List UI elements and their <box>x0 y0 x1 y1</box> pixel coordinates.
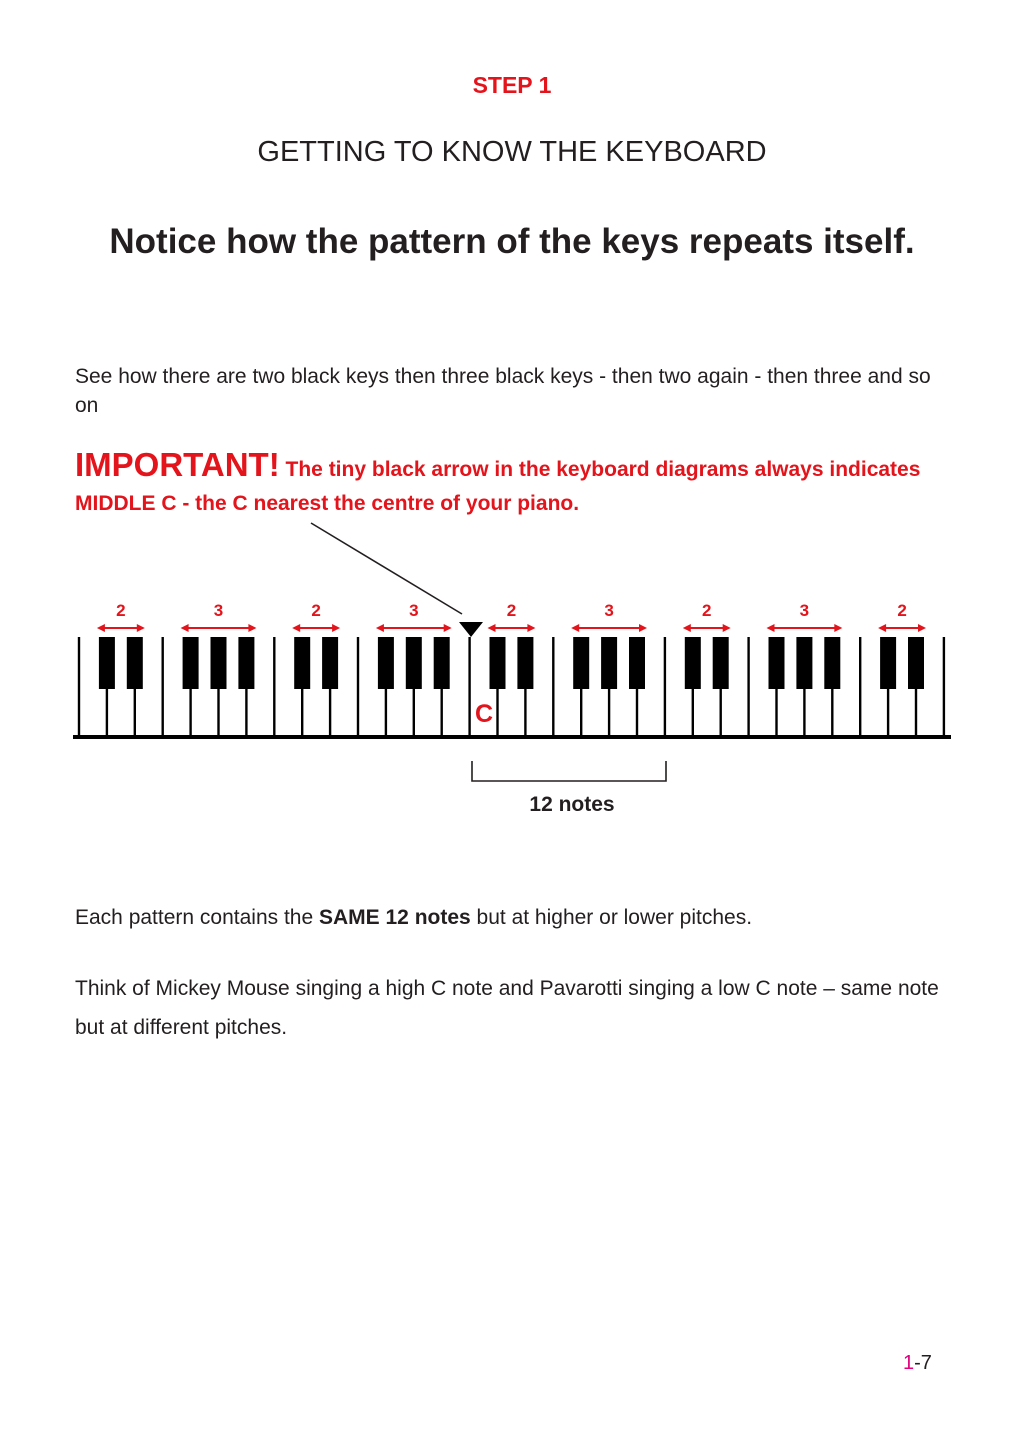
section-subtitle: GETTING TO KNOW THE KEYBOARD <box>257 136 767 168</box>
pattern-text-bold: SAME 12 notes <box>319 906 471 929</box>
step-label: STEP 1 <box>472 72 552 98</box>
black-key <box>908 637 924 689</box>
black-key <box>99 637 115 689</box>
black-key <box>573 637 589 689</box>
black-key <box>434 637 450 689</box>
arrow-right-icon <box>527 624 535 632</box>
octave-bracket <box>472 761 666 781</box>
black-key <box>238 637 254 689</box>
group-count-label: 3 <box>409 601 419 620</box>
black-key <box>685 637 701 689</box>
black-key <box>294 637 310 689</box>
group-count-label: 3 <box>604 601 614 620</box>
pointer-line <box>311 523 462 614</box>
octave-bracket-label: 12 notes <box>529 793 615 816</box>
pattern-text-end: but at higher or lower pitches. <box>470 906 753 929</box>
black-key <box>769 637 785 689</box>
arrow-left-icon <box>683 624 691 632</box>
pattern-text-start: Each pattern contains the <box>75 906 319 929</box>
black-key <box>796 637 812 689</box>
group-labels <box>116 601 907 620</box>
page-headline: Notice how the pattern of the keys repeats itself. <box>109 222 915 261</box>
arrow-right-icon <box>137 624 145 632</box>
arrow-right-icon <box>639 624 647 632</box>
group-count-label: 2 <box>506 601 517 620</box>
black-key <box>713 637 729 689</box>
arrow-right-icon <box>248 624 256 632</box>
middle-c-arrow-icon <box>459 622 483 637</box>
black-key <box>490 637 506 689</box>
black-key <box>824 637 840 689</box>
arrow-left-icon <box>97 624 105 632</box>
page-number-suffix: -7 <box>914 1352 932 1374</box>
group-count-label: 2 <box>311 601 321 620</box>
pattern-paragraph <box>75 903 955 932</box>
group-count-label: 2 <box>702 601 712 620</box>
arrow-left-icon <box>767 624 775 632</box>
black-key <box>517 637 533 689</box>
arrow-left-icon <box>571 624 579 632</box>
important-label: IMPORTANT! <box>75 446 280 483</box>
chapter-number: 1 <box>903 1352 915 1374</box>
group-count-label: 2 <box>897 601 907 620</box>
arrow-right-icon <box>723 624 731 632</box>
important-text: The tiny black arrow in the keyboard diagrams always indicates MIDDLE C - the C nearest the centre of your piano. <box>75 458 921 515</box>
black-key <box>378 637 394 689</box>
arrow-left-icon <box>292 624 300 632</box>
black-key <box>322 637 338 689</box>
arrow-left-icon <box>878 624 886 632</box>
black-key <box>211 637 227 689</box>
arrow-right-icon <box>918 624 926 632</box>
arrow-right-icon <box>332 624 340 632</box>
arrow-left-icon <box>488 624 496 632</box>
keyboard-keys <box>79 637 944 737</box>
black-key <box>406 637 422 689</box>
black-key <box>183 637 199 689</box>
middle-c-label: C <box>474 700 494 728</box>
arrow-left-icon <box>376 624 384 632</box>
page-number <box>903 1352 932 1375</box>
group-count-label: 3 <box>213 601 224 620</box>
arrow-right-icon <box>444 624 452 632</box>
arrow-right-icon <box>834 624 842 632</box>
group-arrows <box>97 624 926 632</box>
black-key <box>601 637 617 689</box>
black-key <box>127 637 143 689</box>
arrow-left-icon <box>181 624 189 632</box>
group-count-label: 3 <box>799 601 810 620</box>
black-key <box>880 637 896 689</box>
black-key <box>629 637 645 689</box>
intro-paragraph: See how there are two black keys then three black keys - then two again - then three and so on <box>75 365 931 417</box>
analogy-paragraph: Think of Mickey Mouse singing a high C note and Pavarotti singing a low C note – same note but at different pitches. <box>75 977 939 1039</box>
group-count-label: 2 <box>116 601 126 620</box>
